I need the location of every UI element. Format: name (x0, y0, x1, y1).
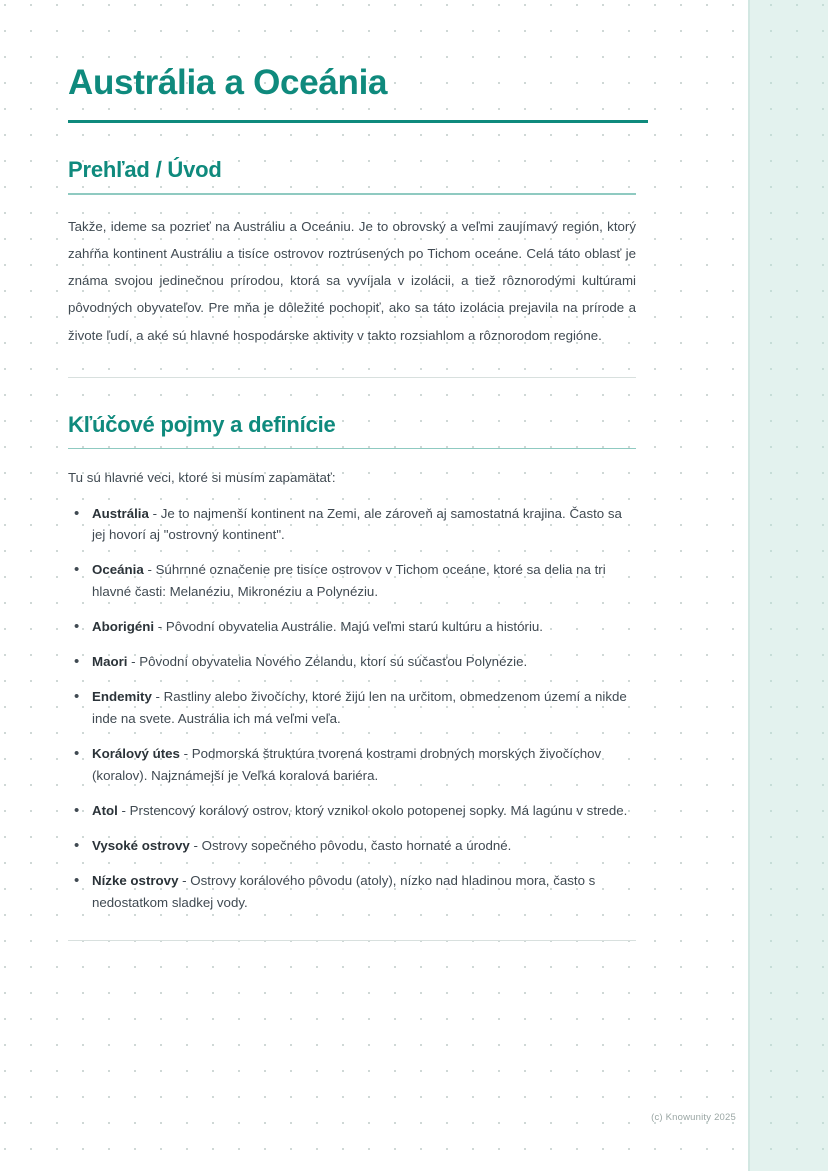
list-item (68, 686, 636, 730)
key-terms-lead-in: Tu sú hlavné veci, ktoré si musím zapamätať: (68, 470, 336, 486)
list-item (68, 743, 636, 787)
section-divider (68, 940, 636, 941)
term-label: Oceánia (92, 562, 144, 578)
term-definition: - Súhrnné označenie pre tisíce ostrovov v Tichom oceáne, ktoré sa delia na tri hlavné časti: Melanéziu, Mikronéziu a Polynéziu. (92, 562, 606, 600)
list-item (68, 651, 636, 673)
term-label: Nízke ostrovy (92, 872, 179, 888)
term-definition: - Podmorská štruktúra tvorená kostrami drobných morských živočíchov (koralov). Najznámejší je Veľká koralová bariéra. (92, 746, 602, 783)
section-divider (68, 377, 636, 378)
document-content (68, 62, 636, 941)
term-definition: - Pôvodní obyvatelia Nového Zélandu, ktorí sú súčasťou Polynézie. (127, 654, 528, 670)
term-definition: - Je to najmenší kontinent na Zemi, ale zároveň aj samostatná krajina. Často sa jej hovorí aj "ostrovný kontinent". (92, 505, 622, 543)
term-definition: - Pôvodní obyvatelia Austrálie. Majú veľmi starú kultúru a históriu. (154, 619, 543, 635)
term-definition: - Rastliny alebo živočíchy, ktoré žijú len na určitom, obmedzenom území a nikde inde na svete. Austrália ich má veľmi veľa. (92, 689, 627, 727)
section-underline (68, 193, 636, 195)
list-item (68, 800, 636, 822)
section-key-terms (68, 412, 636, 941)
term-label: Maori (92, 654, 128, 670)
page-title: Austrália a Oceánia (68, 63, 388, 102)
decorative-side-band (748, 0, 828, 1171)
term-definition: - Prstencový korálový ostrov, ktorý vznikol okolo potopenej sopky. Má lagúnu v strede. (117, 802, 628, 818)
list-item (68, 503, 636, 547)
term-label: Atol (92, 802, 118, 818)
term-label: Aborigéni (92, 619, 155, 635)
term-label: Vysoké ostrovy (92, 837, 190, 853)
term-definition: - Ostrovy sopečného pôvodu, často hornaté a úrodné. (189, 837, 512, 853)
term-definition: - Ostrovy korálového pôvodu (atoly), nízko nad hladinou mora, často s nedostatkom sladkej vody. (92, 872, 596, 910)
copyright-footer: (c) Knowunity 2025 (651, 1112, 736, 1123)
title-underline (68, 120, 648, 123)
term-label: Korálový útes (92, 746, 180, 762)
overview-paragraph: Takže, ideme sa pozrieť na Austráliu a Oceániu. Je to obrovský a veľmi zaujímavý región, ktorý zahŕňa kontinent Austráliu a tisíce ostrovov roztrúsených po Tichom oceáne. Celá táto oblasť je známa svojou jedinečnou prírodou, ktorá sa vyvíjala v izolácii, a tiež rôznorodými kultúrami pôvodných obyvateľov. Pre mňa je dôležité pochopiť, ako sa táto izolácia prejavila na prírode a živote ľudí, a aké sú hlavné hospodárske aktivity v takto rozsiahlom a rôznorodom regióne. (68, 218, 636, 343)
list-item (68, 559, 636, 603)
section-heading-overview: Prehľad / Úvod (68, 157, 222, 182)
section-underline (68, 448, 636, 450)
term-label: Austrália (92, 505, 149, 521)
section-heading-key-terms: Kľúčové pojmy a definície (68, 411, 336, 437)
list-item (68, 835, 636, 857)
list-item (68, 616, 636, 638)
section-overview (68, 157, 636, 378)
list-item (68, 870, 636, 914)
term-label: Endemity (92, 689, 152, 705)
key-terms-list (68, 503, 636, 914)
